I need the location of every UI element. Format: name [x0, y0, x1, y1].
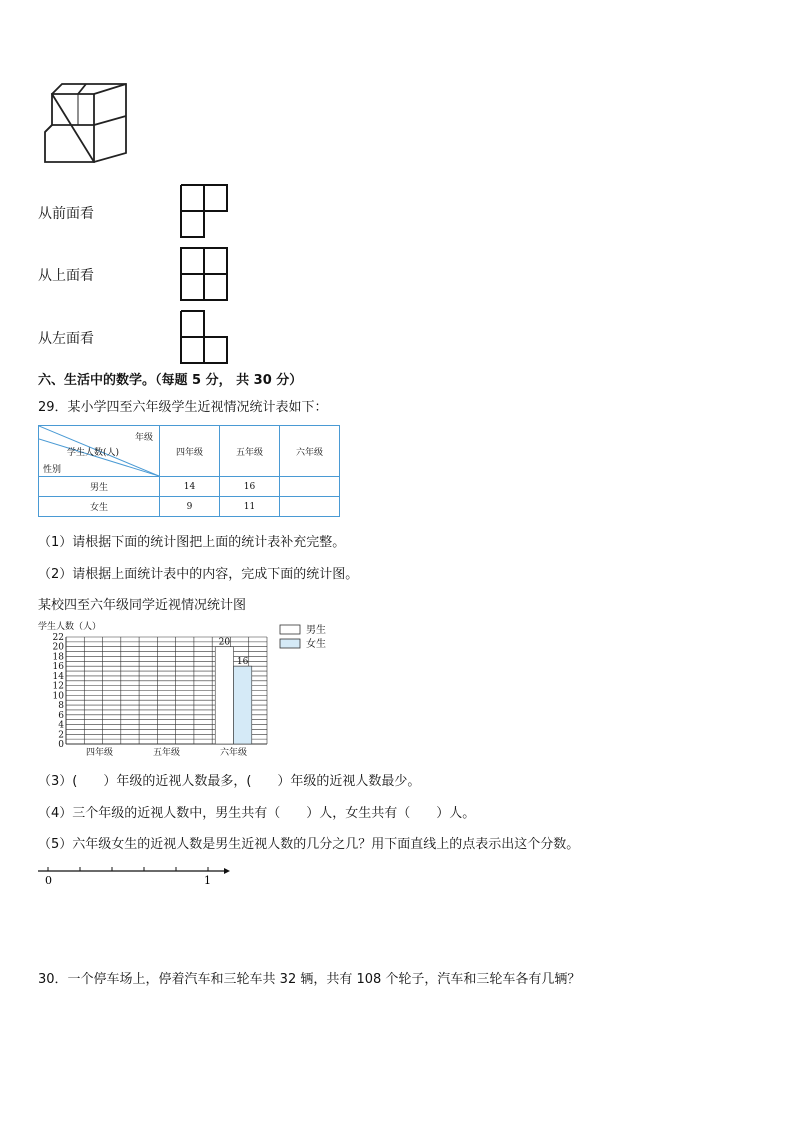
row-label-girls: 女生: [39, 497, 160, 517]
chart-title: 某校四至六年级同学近视情况统计图: [38, 598, 247, 613]
cell-boys-grade4: 14: [160, 477, 220, 497]
diag-gender-label: 性别: [43, 465, 62, 475]
bar: [215, 647, 233, 744]
y-tick-label: 12: [52, 681, 64, 692]
table-diagonal-header: [39, 426, 160, 477]
table-header-grade4: 四年级: [160, 426, 220, 477]
legend-label: 男生: [306, 625, 326, 636]
table-row: [39, 477, 340, 497]
legend-swatch: [280, 625, 300, 634]
legend-swatch: [280, 639, 300, 648]
category-label: 六年级: [219, 748, 248, 758]
front-view-label: 从前面看: [38, 206, 94, 222]
y-tick-label: 6: [58, 710, 64, 721]
cell-girls-grade6[interactable]: [280, 497, 340, 517]
cell-girls-grade5: 11: [220, 497, 280, 517]
y-tick-label: 20: [52, 642, 64, 653]
question-29-4: （4）三个年级的近视人数中，男生共有（ ）人，女生共有（ ）人。: [38, 806, 476, 821]
cube-figure: [38, 80, 133, 175]
left-view-label: 从左面看: [38, 331, 94, 347]
chart-categories: [86, 746, 247, 758]
stats-table: [38, 425, 340, 517]
y-tick-label: 0: [58, 740, 64, 750]
bar: [234, 666, 252, 744]
row-label-boys: 男生: [39, 477, 160, 497]
question-29-5: （5）六年级女生的近视人数是男生近视人数的几分之几？用下面直线上的点表示出这个分数。: [38, 837, 580, 852]
y-tick-label: 22: [52, 633, 64, 643]
left-view-figure: [179, 309, 231, 365]
y-tick-label: 14: [52, 671, 64, 682]
cell-boys-grade6[interactable]: [280, 477, 340, 497]
question-29-2: （2）请根据上面统计表中的内容，完成下面的统计图。: [38, 567, 359, 582]
chart-yticks: [53, 633, 65, 750]
cell-girls-grade4: 9: [160, 497, 220, 517]
question-29-1: （1）请根据下面的统计图把上面的统计表补充完整。: [38, 535, 346, 550]
table-header-grade5: 五年级: [220, 426, 280, 477]
question-30: 30．一个停车场上，停着汽车和三轮车共 32 辆，共有 108 个轮子，汽车和三轮车各有几辆？: [38, 972, 581, 987]
bar-chart: [30, 616, 350, 764]
y-tick-label: 10: [52, 691, 64, 702]
bar-value-label: 20: [218, 637, 231, 648]
top-view-label: 从上面看: [38, 268, 94, 284]
y-tick-label: 8: [58, 701, 64, 712]
section-title: 六、生活中的数学。（每题 5 分， 共 30 分）: [38, 373, 303, 388]
number-line-end: 1: [204, 874, 211, 887]
category-label: 五年级: [152, 748, 181, 758]
question-29-3: （3）( ）年级的近视人数最多，( ）年级的近视人数最少。: [38, 774, 421, 789]
y-tick-label: 16: [52, 662, 64, 673]
category-label: 四年级: [85, 748, 114, 758]
y-tick-label: 4: [58, 720, 64, 731]
y-tick-label: 18: [52, 652, 64, 663]
number-line[interactable]: [36, 860, 236, 890]
number-line-start: 0: [45, 874, 52, 887]
question-29-intro: 29．某小学四至六年级学生近视情况统计表如下：: [38, 400, 328, 415]
bar-value-label: 16: [236, 657, 249, 668]
y-tick-label: 2: [58, 730, 64, 741]
table-row: [39, 497, 340, 517]
legend-label: 女生: [306, 639, 326, 650]
table-header-grade6: 六年级: [280, 426, 340, 477]
front-view-figure: [179, 183, 231, 239]
chart-legend: [280, 623, 326, 650]
chart-ylabel: 学生人数（人）: [38, 622, 102, 632]
top-view-figure: [179, 246, 231, 302]
diag-count-label: 学生人数(人): [67, 448, 120, 458]
diag-year-label: 年级: [134, 433, 153, 443]
cell-boys-grade5: 16: [220, 477, 280, 497]
chart-bars: [215, 638, 252, 744]
